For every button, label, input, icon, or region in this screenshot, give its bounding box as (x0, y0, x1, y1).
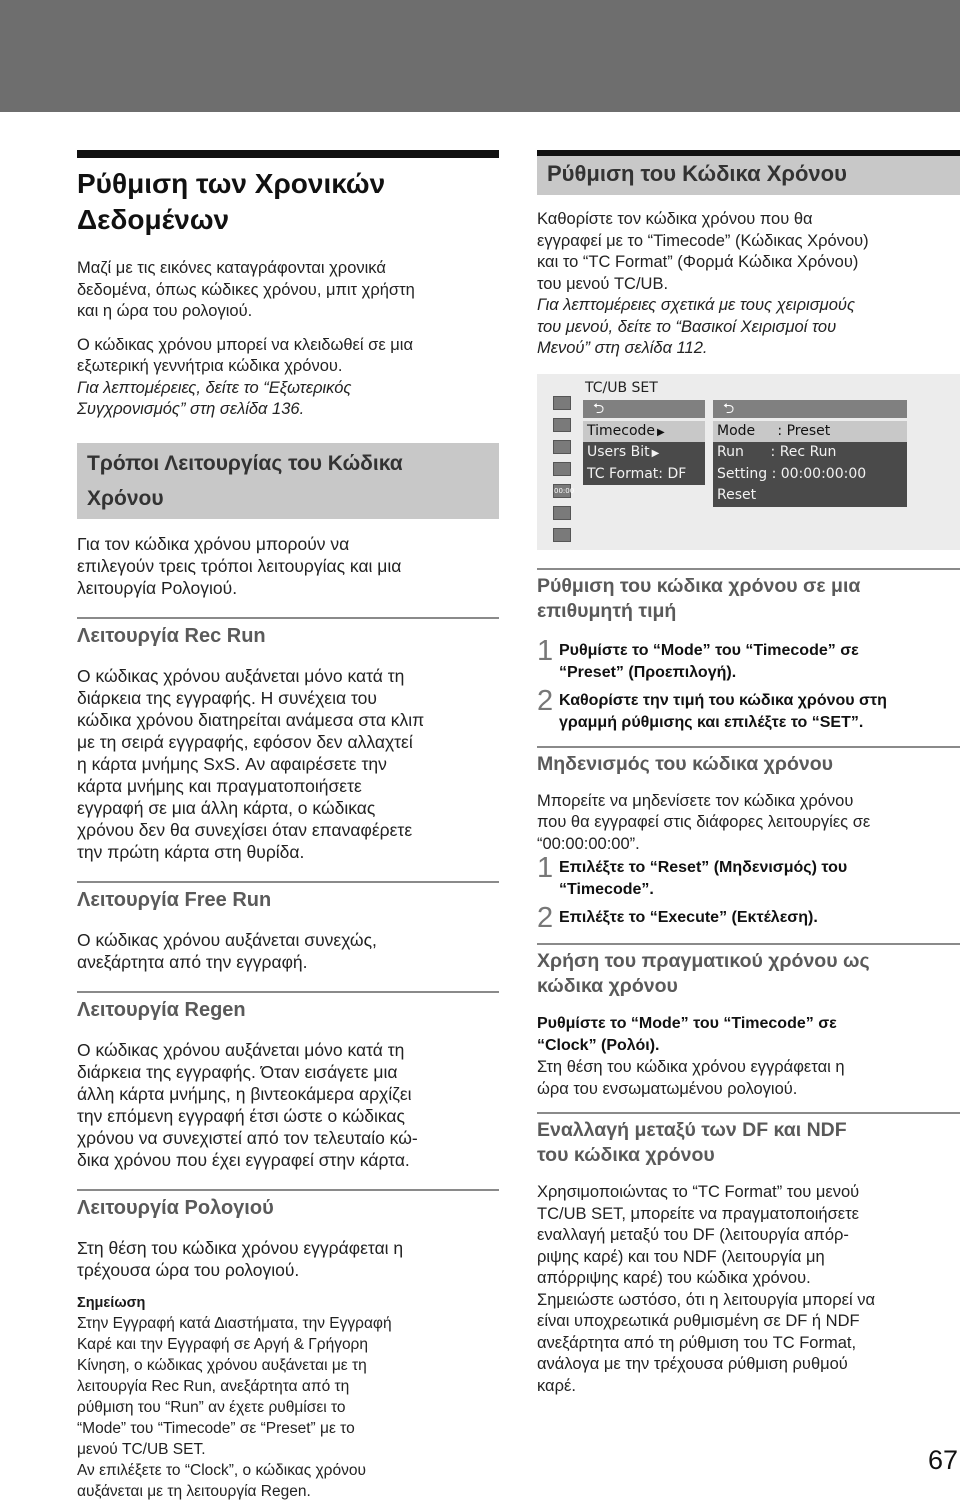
modes-intro: Για τον κώδικα χρόνου μπορούν να επιλεγούν τρεις τρόποι λειτουργίας και μια λειτουργία Ρολογιού. (77, 533, 402, 598)
rec-run-text: Ο κώδικας χρόνου αυξάνεται μόνο κατά τη διάρκεια της εγγραφής. Η συνέχεια του κώδικα χρόνου διατηρείται ανάμεσα στα κλιπ με τη σειρά εγγραφής, εφόσον δεν αλλαχτεί η κάρτα μνήμης SxS. Αν αφαιρέσετε την κάρτα μνήμης και πραγματοποιήσετε εγγραφή σε μια άλλη κάρτα, ο κώδικας χρόνου δεν θα συνεχίσει όταν επαναφέρετε την πρώτη κάρτα στη θυρίδα. (77, 665, 425, 862)
timecode-intro-reference: Για λεπτομέρειες σχετικά με τους χειρισμούς του μενού, δείτε το “Βασικοί Χειρισμοί του Μενού” στη σελίδα 112. (537, 296, 855, 357)
timecode-intro: Καθορίστε τον κώδικα χρόνου που θα εγγραφεί με το “Timecode” (Κώδικας Χρόνου) και το “TC Format” (Φορμά Κώδικα Χρόνου) του μενού TC/UB. (537, 210, 869, 293)
realtime-text: Στη θέση του κώδικα χρόνου εγγράφεται η ώρα του ενσωματωμένου ρολογιού. (537, 1058, 845, 1098)
regen-text: Ο κώδικας χρόνου αυξάνεται μόνο κατά τη διάρκεια της εγγραφής. Όταν εισάγετε μια άλλη κάρτα μνήμης, η βιντεοκάμερα αρχίζει την επόμενη εγγραφή έτσι ώστε ο κώδικας χρόνου να συνεχιστεί από τον τελευταίο κώ- δικα χρόνου που έχει εγγραφεί στην κάρτα. (77, 1039, 418, 1170)
intro-paragraph: Μαζί με τις εικόνες καταγράφονται χρονικά δεδομένα, όπως κώδικες χρόνου, μπιτ χρήστη και η ώρα του ρολογιού. (77, 259, 415, 320)
menu-item-run[interactable]: Run : Rec Run (717, 444, 837, 460)
clock-heading: Λειτουργία Ρολογιού (77, 1189, 499, 1221)
menu-list-left (583, 421, 705, 486)
note-label: Σημείωση (77, 1294, 146, 1311)
menu-list-right (713, 421, 907, 507)
realtime-heading: Χρήση του πραγματικού χρόνου ως κώδικα χρόνου (537, 943, 960, 999)
menu-title: TC/UB SET (585, 379, 658, 396)
preset-step-2: 2 Καθορίστε την τιμή του κώδικα χρόνου στη γραμμή ρύθμισης και επιλέξτε το “SET”. (537, 684, 887, 731)
menu-item-tc-format[interactable]: TC Format: DF (587, 465, 687, 482)
clock-text: Στη θέση του κώδικα χρόνου εγγράφεται η τρέχουσα ώρα του ρολογιού. (77, 1237, 404, 1280)
camera-icon (553, 396, 571, 410)
free-run-heading: Λειτουργία Free Run (77, 881, 499, 913)
tcub-set-menu-screenshot (537, 374, 960, 550)
modes-heading: Τρόποι Λειτουργίας του Κώδικα Χρόνου (77, 443, 499, 519)
menu-item-setting[interactable]: Setting : 00:00:00:00 (717, 465, 867, 482)
menu-item-mode[interactable]: Mode : Preset (713, 421, 907, 443)
free-run-text: Ο κώδικας χρόνου αυξάνεται συνεχώς, ανεξάρτητα από την εγγραφή. (77, 929, 377, 972)
menu-item-timecode[interactable]: Timecode ▶ (583, 421, 705, 443)
left-column (77, 150, 499, 1502)
media-icon (553, 506, 571, 520)
external-paragraph: Ο κώδικας χρόνου μπορεί να κλειδωθεί σε μια εξωτερική γεννήτρια κώδικα χρόνου. (77, 335, 413, 375)
video-icon (553, 440, 571, 454)
reset-heading: Μηδενισμός του κώδικα χρόνου (537, 746, 960, 777)
menu-item-reset[interactable]: Reset (717, 487, 757, 503)
other-icon (553, 528, 571, 542)
regen-heading: Λειτουργία Regen (77, 991, 499, 1023)
rec-run-heading: Λειτουργία Rec Run (77, 617, 499, 649)
arrow-right-icon: ▶ (657, 426, 665, 438)
timecode-icon: 00:00 (553, 484, 571, 498)
menu-back-left[interactable]: ⮌ (583, 400, 705, 418)
df-ndf-text: Χρησιμοποιώντας το “TC Format” του μενού TC/UB SET, μπορείτε να πραγματοποιήσετε εναλλαγή μεταξύ του DF (λειτουργία απόρ- ριψης καρέ) και του NDF (λειτουργία μη απόρριψης καρέ) του κώδικα χρόνου. Σημειώστε ωστόσο, ότι η λειτουργία μπορεί να είναι υποχρεωτικά ρυθμισμένη σε DF ή NDF ανεξάρτητα από τη ρύθμιση του TC Format, ανάλογα με την τρέχουσα ρύθμιση ρυθμού καρέ. (537, 1183, 875, 1395)
audio-icon (553, 418, 571, 432)
page-title: Ρύθμιση των Χρονικών Δεδομένων (77, 168, 386, 235)
df-ndf-heading: Εναλλαγή μεταξύ των DF και NDF του κώδικα χρόνου (537, 1112, 960, 1168)
lcd-icon (553, 462, 571, 476)
timecode-setting-heading: Ρύθμιση του Κώδικα Χρόνου (537, 150, 960, 195)
realtime-instruction: Ρυθμίστε το “Mode” του “Timecode” σε “Clock” (Ρολόι). (537, 1015, 837, 1054)
note-text: Στην Εγγραφή κατά Διαστήματα, την Εγγραφή Καρέ και την Εγγραφή σε Αργή & Γρήγορη Κίνηση, ο κώδικας χρόνου αυξάνεται με τη λειτουργία Rec Run, ανεξάρτητα από τη ρύθμιση του “Run” αν έχετε ρυθμίσει το “Mode” του “Timecode” σε “Preset” με το μενού TC/UB SET. Αν επιλέξετε το “Clock”, ο κώδικας χρόνου αυξάνεται με τη λειτουργία Regen. (77, 1314, 392, 1500)
right-column (537, 150, 960, 1397)
menu-back-right[interactable]: ⮌ (713, 400, 907, 418)
reset-text: Μπορείτε να μηδενίσετε τον κώδικα χρόνου που θα εγγραφεί στις διάφορες λειτουργίες σε “00:00:00:00”. (537, 791, 871, 853)
top-bar (0, 0, 960, 112)
reset-step-2: 2 Επιλέξτε το “Execute” (Εκτέλεση). (537, 902, 818, 934)
menu-side-icons (553, 396, 575, 550)
preset-step-1: 1 Ρυθμίστε το “Mode” του “Timecode” σε “Preset” (Προεπιλογή). (537, 634, 859, 681)
page-number: 67 (927, 1445, 958, 1475)
external-reference: Για λεπτομέρειες, δείτε το “Εξωτερικός Συγχρονισμός” στη σελίδα 136. (77, 378, 352, 418)
arrow-right-icon: ▶ (651, 448, 660, 459)
reset-step-1: 1 Επιλέξτε το “Reset” (Μηδενισμός) του “Timecode”. (537, 852, 848, 898)
menu-item-users-bit[interactable]: Users Bit ▶ (587, 444, 660, 460)
preset-heading: Ρύθμιση του κώδικα χρόνου σε μια επιθυμητή τιμή (537, 568, 960, 624)
title-rule (77, 150, 499, 158)
